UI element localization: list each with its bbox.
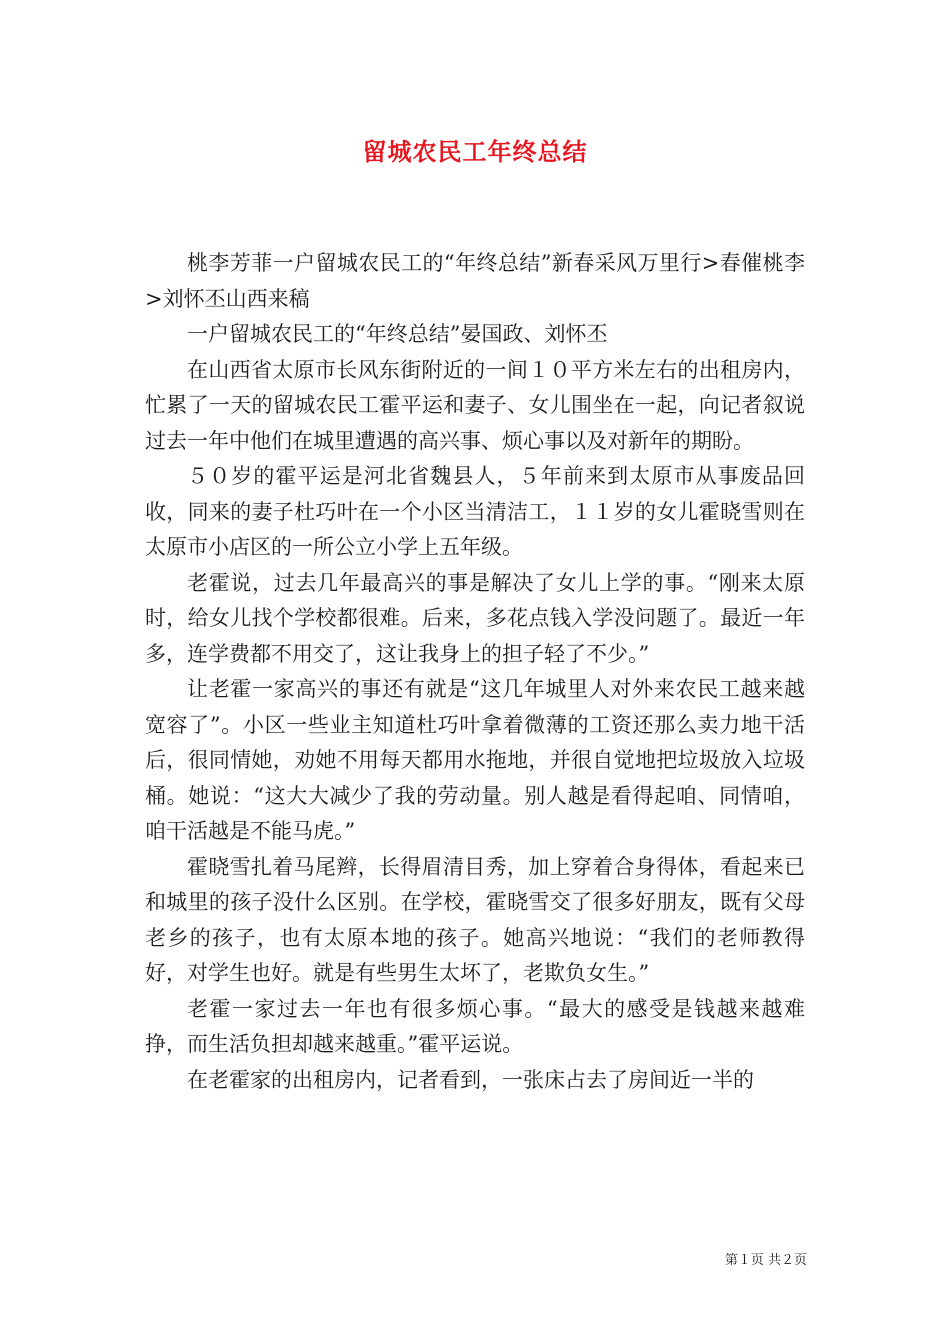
paragraph: 在老霍家的出租房内，记者看到，一张床占去了房间近一半的 xyxy=(187,1067,754,1092)
paragraph: 老霍说，过去几年最高兴的事是解决了女儿上学的事。“刚来太原时，给女儿找个学校都很难。后来，多花点钱入学没问题了。最近一年多，连学费都不用交了，这让我身上的担子轻了不少。” xyxy=(145,570,805,666)
document-body xyxy=(145,246,805,1098)
paragraph: 一户留城农民工的“年终总结”晏国政、刘怀丕 xyxy=(187,322,608,346)
paragraph: 让老霍一家高兴的事还有就是“这几年城里人对外来农民工越来越宽容了”。小区一些业主知道杜巧叶拿着微薄的工资还那么卖力地干活后，很同情她，劝她不用每天都用水拖地，并很自觉地把垃圾放入垃圾桶。她说：“这大大减少了我的劳动量。别人越是看得起咱、同情咱，咱干活越是不能马虎。” xyxy=(145,677,805,843)
paragraph: 霍晓雪扎着马尾辫，长得眉清目秀，加上穿着合身得体，看起来已和城里的孩子没什么区别。在学校，霍晓雪交了很多好朋友，既有父母老乡的孩子，也有太原本地的孩子。她高兴地说：“我们的老师教得好，对学生也好。就是有些男生太坏了，老欺负女生。” xyxy=(145,854,805,985)
paragraph: 在山西省太原市长风东街附近的一间１０平方米左右的出租房内，忙累了一天的留城农民工霍平运和妻子、女儿围坐在一起，向记者叙说过去一年中他们在城里遭遇的高兴事、烦心事以及对新年的期盼。 xyxy=(145,357,805,453)
document-title: 留城农民工年终总结 xyxy=(362,137,588,166)
paragraph: 老霍一家过去一年也有很多烦心事。“最大的感受是钱越来越难挣，而生活负担却越来越重。”霍平运说。 xyxy=(145,996,805,1056)
page-number-footer: 第１页 共２页 xyxy=(724,1253,807,1268)
paragraph: 桃李芳菲一户留城农民工的“年终总结”新春采风万里行>春催桃李>刘怀丕山西来稿 xyxy=(145,251,805,311)
paragraph: ５０岁的霍平运是河北省魏县人，５年前来到太原市从事废品回收，同来的妻子杜巧叶在一个小区当清洁工，１１岁的女儿霍晓雪则在太原市小店区的一所公立小学上五年级。 xyxy=(145,464,805,559)
